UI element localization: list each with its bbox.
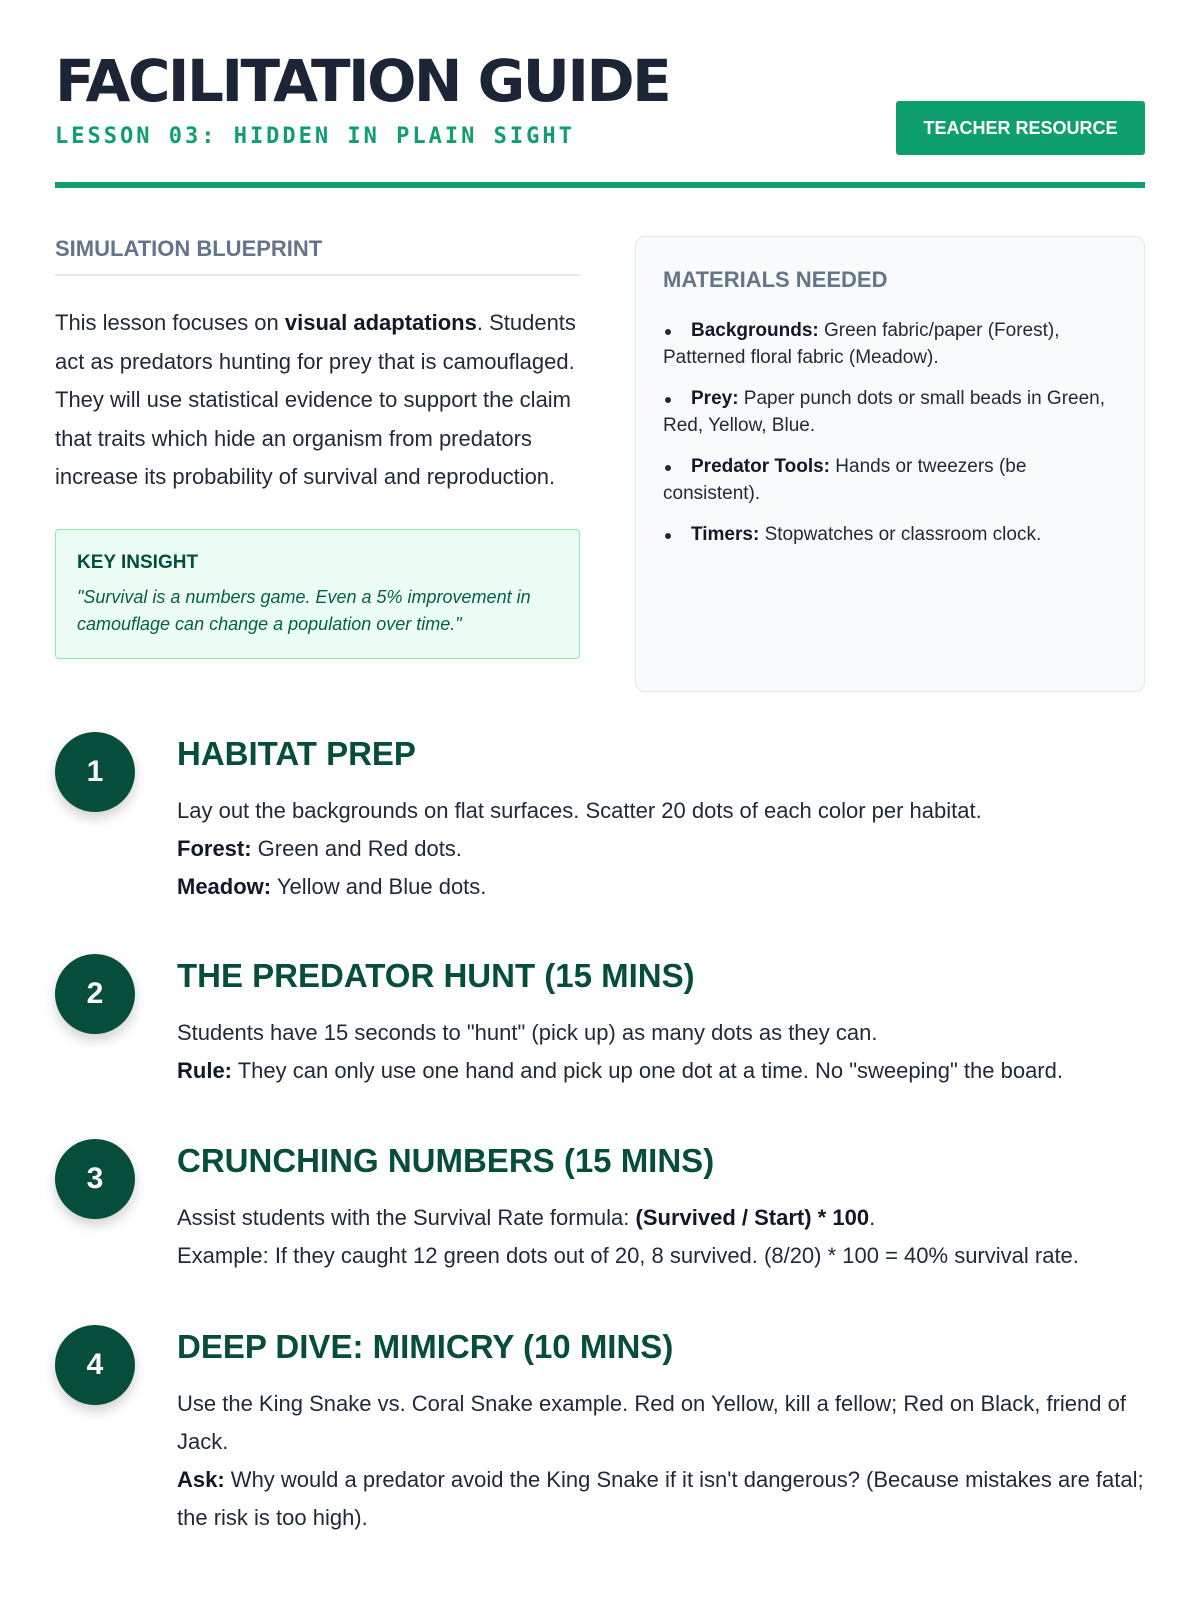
lesson-subtitle: LESSON 03: HIDDEN IN PLAIN SIGHT xyxy=(55,124,575,149)
simulation-blueprint xyxy=(55,236,580,659)
step-text xyxy=(177,792,1145,906)
step-line-text: . xyxy=(869,1205,876,1230)
materials-item-timers xyxy=(663,521,1118,548)
materials-heading: MATERIALS NEEDED xyxy=(663,267,888,292)
step-line: Example: If they caught 12 green dots out of 20, 8 survived. (8/20) * 100 = 40% survival rate. xyxy=(177,1243,1079,1268)
step-line: Lay out the backgrounds on flat surfaces. Scatter 20 dots of each color per habitat. xyxy=(177,798,982,823)
step-text xyxy=(177,1385,1145,1537)
step-line xyxy=(177,830,1145,868)
step-number-badge: 3 xyxy=(55,1139,135,1219)
step-number-badge: 1 xyxy=(55,732,135,812)
step-line-label: Meadow: xyxy=(177,874,272,899)
step-title: HABITAT PREP xyxy=(177,735,416,772)
step-title: DEEP DIVE: MIMICRY (10 MINS) xyxy=(177,1328,674,1365)
step-line: Students have 15 seconds to "hunt" (pick up) as many dots as they can. xyxy=(177,1020,878,1045)
materials-item-text: Green fabric/paper (Forest), Patterned floral fabric (Meadow). xyxy=(663,320,1060,368)
materials-item-label: Backgrounds: xyxy=(691,320,819,341)
step-line-label: Ask: xyxy=(177,1467,225,1492)
bullet-icon xyxy=(665,329,671,335)
step-line-text: They can only use one hand and pick up one dot at a time. No "sweeping" the board. xyxy=(232,1058,1063,1083)
materials-item-predator-tools xyxy=(663,453,1118,507)
key-insight-box xyxy=(55,529,580,659)
step-body xyxy=(177,734,1145,906)
materials-item-backgrounds xyxy=(663,317,1118,371)
step-line xyxy=(177,868,1145,906)
overview-section xyxy=(55,188,1145,708)
page-title: FACILITATION GUIDE xyxy=(55,47,670,115)
materials-item-prey xyxy=(663,385,1118,439)
step-line-label: Rule: xyxy=(177,1058,232,1083)
step-body xyxy=(177,1327,1145,1537)
step-number-badge: 4 xyxy=(55,1325,135,1405)
survival-rate-formula: (Survived / Start) * 100 xyxy=(635,1205,870,1230)
materials-item-text: Stopwatches or classroom clock. xyxy=(759,524,1042,545)
step-line-text: Assist students with the Survival Rate formula: xyxy=(177,1205,636,1230)
step-body xyxy=(177,1141,1145,1275)
step-text xyxy=(177,1199,1145,1275)
step-line-text: Yellow and Blue dots. xyxy=(271,874,487,899)
step-line-text: Green and Red dots. xyxy=(251,836,462,861)
bullet-icon xyxy=(665,533,671,539)
blueprint-intro xyxy=(55,304,580,497)
teacher-resource-badge: TEACHER RESOURCE xyxy=(896,101,1145,155)
materials-item-label: Predator Tools: xyxy=(691,456,830,477)
step-line-label: Forest: xyxy=(177,836,252,861)
intro-text-end: . Students act as predators hunting for prey that is camouflaged. They will use statistical evidence to support the claim that traits which hide an organism from predators increase its probability of survival and reproduction. xyxy=(55,310,576,489)
bullet-icon xyxy=(665,397,671,403)
materials-item-label: Timers: xyxy=(691,524,760,545)
materials-item-text: Paper punch dots or small beads in Green, Red, Yellow, Blue. xyxy=(663,388,1106,436)
step-text xyxy=(177,1014,1145,1090)
materials-list xyxy=(663,317,1118,548)
step-line-text: Why would a predator avoid the King Snake if it isn't dangerous? (Because mistakes are fatal; the risk is too high). xyxy=(177,1467,1144,1530)
intro-highlight: visual adaptations xyxy=(284,310,477,335)
step-title: CRUNCHING NUMBERS (15 MINS) xyxy=(177,1142,715,1179)
step-number-badge: 2 xyxy=(55,954,135,1034)
materials-item-text: Hands or tweezers (be consistent). xyxy=(663,456,1027,504)
materials-item-label: Prey: xyxy=(691,388,739,409)
key-insight-title: KEY INSIGHT xyxy=(77,551,199,573)
step-line xyxy=(177,1461,1145,1537)
intro-text-start: This lesson focuses on xyxy=(55,310,285,335)
step-title: THE PREDATOR HUNT (15 MINS) xyxy=(177,957,695,994)
step-line xyxy=(177,1199,1145,1237)
key-insight-quote: "Survival is a numbers game. Even a 5% improvement in camouflage can change a population over time." xyxy=(77,586,531,634)
page-header xyxy=(55,0,1145,188)
bullet-icon xyxy=(665,465,671,471)
step-line xyxy=(177,1052,1145,1090)
blueprint-heading: SIMULATION BLUEPRINT xyxy=(55,236,580,276)
step-body xyxy=(177,956,1145,1090)
materials-needed-box xyxy=(635,236,1145,692)
step-line: Use the King Snake vs. Coral Snake example. Red on Yellow, kill a fellow; Red on Black, friend of Jack. xyxy=(177,1391,1126,1454)
